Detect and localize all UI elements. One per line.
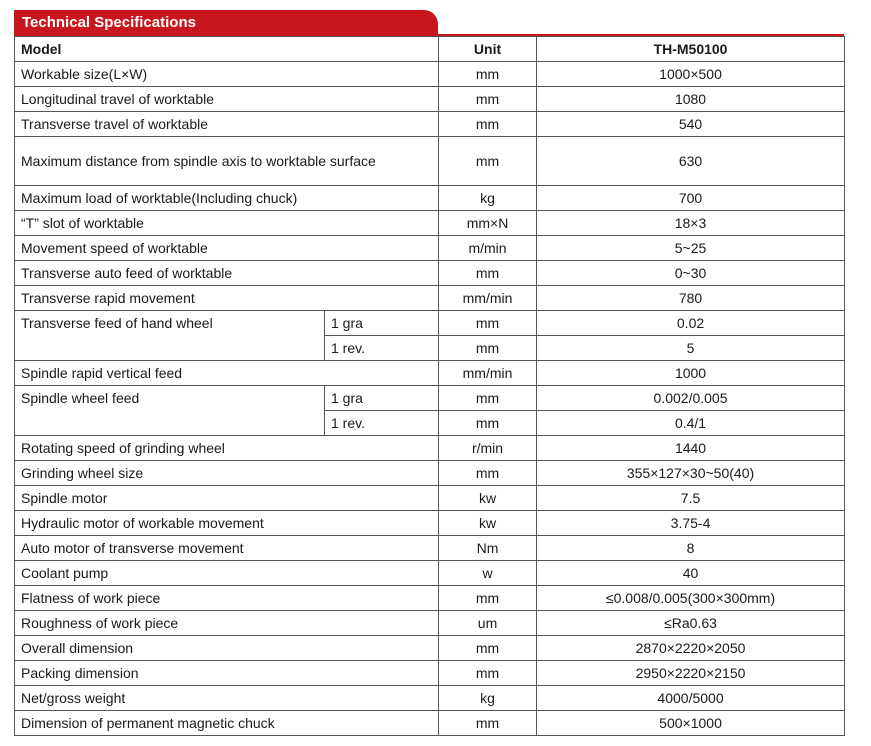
row-unit: mm xyxy=(439,586,537,611)
row-value: 4000/5000 xyxy=(537,686,845,711)
row-value: 1080 xyxy=(537,87,845,112)
table-row xyxy=(15,112,845,137)
row-label: Spindle rapid vertical feed xyxy=(15,361,439,386)
table-row xyxy=(15,386,845,411)
row-unit: mm xyxy=(439,261,537,286)
row-value: 0.002/0.005 xyxy=(537,386,845,411)
row-unit: mm/min xyxy=(439,361,537,386)
row-unit: mm xyxy=(439,661,537,686)
row-unit: r/min xyxy=(439,436,537,461)
row-unit: mm xyxy=(439,62,537,87)
row-label: Movement speed of worktable xyxy=(15,236,439,261)
row-label: Coolant pump xyxy=(15,561,439,586)
row-unit: mm xyxy=(439,411,537,436)
row-value: 630 xyxy=(537,137,845,186)
table-row xyxy=(15,661,845,686)
row-label: Workable size(L×W) xyxy=(15,62,439,87)
row-unit: mm xyxy=(439,336,537,361)
row-unit: mm xyxy=(439,137,537,186)
row-value: 5 xyxy=(537,336,845,361)
row-label: Spindle wheel feed xyxy=(15,386,325,436)
table-row xyxy=(15,561,845,586)
table-row xyxy=(15,436,845,461)
table-row xyxy=(15,486,845,511)
row-value: 1000×500 xyxy=(537,62,845,87)
row-unit: kg xyxy=(439,186,537,211)
row-value: 8 xyxy=(537,536,845,561)
row-sublabel: 1 gra xyxy=(325,311,439,336)
row-unit: kg xyxy=(439,686,537,711)
row-label: Maximum distance from spindle axis to worktable surface xyxy=(15,137,439,186)
row-value: 7.5 xyxy=(537,486,845,511)
row-unit: Nm xyxy=(439,536,537,561)
table-row xyxy=(15,137,845,186)
row-label: Rotating speed of grinding wheel xyxy=(15,436,439,461)
table-row xyxy=(15,311,845,336)
row-unit: mm xyxy=(439,87,537,112)
row-value: 0.4/1 xyxy=(537,411,845,436)
table-row xyxy=(15,186,845,211)
table-row xyxy=(15,261,845,286)
row-value: 3.75-4 xyxy=(537,511,845,536)
row-unit: mm xyxy=(439,311,537,336)
table-row xyxy=(15,286,845,311)
row-label: Transverse auto feed of worktable xyxy=(15,261,439,286)
row-value: 1000 xyxy=(537,361,845,386)
table-row xyxy=(15,87,845,112)
row-label: Net/gross weight xyxy=(15,686,439,711)
row-unit: mm xyxy=(439,636,537,661)
row-value: ≤0.008/0.005(300×300mm) xyxy=(537,586,845,611)
table-row xyxy=(15,461,845,486)
row-label: Transverse rapid movement xyxy=(15,286,439,311)
row-value: 780 xyxy=(537,286,845,311)
row-unit: mm/min xyxy=(439,286,537,311)
row-label: Spindle motor xyxy=(15,486,439,511)
row-unit: w xyxy=(439,561,537,586)
table-row xyxy=(15,211,845,236)
table-row xyxy=(15,586,845,611)
row-label: Auto motor of transverse movement xyxy=(15,536,439,561)
row-label: Hydraulic motor of workable movement xyxy=(15,511,439,536)
row-label: Transverse feed of hand wheel xyxy=(15,311,325,361)
table-row xyxy=(15,361,845,386)
section-tab xyxy=(14,10,438,36)
row-value: 5~25 xyxy=(537,236,845,261)
table-header-row xyxy=(15,37,845,62)
row-value: 500×1000 xyxy=(537,711,845,736)
row-label: Grinding wheel size xyxy=(15,461,439,486)
row-sublabel: 1 gra xyxy=(325,386,439,411)
row-label: Roughness of work piece xyxy=(15,611,439,636)
table-row xyxy=(15,611,845,636)
row-label: Overall dimension xyxy=(15,636,439,661)
table-row xyxy=(15,636,845,661)
row-label: Longitudinal travel of worktable xyxy=(15,87,439,112)
row-unit: mm xyxy=(439,461,537,486)
row-value: 355×127×30~50(40) xyxy=(537,461,845,486)
row-value: 700 xyxy=(537,186,845,211)
row-unit: kw xyxy=(439,486,537,511)
row-value: 40 xyxy=(537,561,845,586)
column-header-model: Model xyxy=(15,37,439,62)
section-header xyxy=(14,10,844,36)
row-value: 0.02 xyxy=(537,311,845,336)
spec-table xyxy=(14,36,845,736)
row-value: 2950×2220×2150 xyxy=(537,661,845,686)
row-unit: mm×N xyxy=(439,211,537,236)
row-unit: mm xyxy=(439,386,537,411)
row-unit: m/min xyxy=(439,236,537,261)
row-label: “T” slot of worktable xyxy=(15,211,439,236)
column-header-value: TH-M50100 xyxy=(537,37,845,62)
row-value: 540 xyxy=(537,112,845,137)
row-sublabel: 1 rev. xyxy=(325,336,439,361)
row-unit: kw xyxy=(439,511,537,536)
row-unit: mm xyxy=(439,711,537,736)
row-label: Dimension of permanent magnetic chuck xyxy=(15,711,439,736)
row-label: Packing dimension xyxy=(15,661,439,686)
row-unit: um xyxy=(439,611,537,636)
row-value: 2870×2220×2050 xyxy=(537,636,845,661)
table-row xyxy=(15,536,845,561)
row-label: Flatness of work piece xyxy=(15,586,439,611)
row-value: 1440 xyxy=(537,436,845,461)
table-row xyxy=(15,711,845,736)
section-title: Technical Specifications xyxy=(22,14,196,31)
table-row xyxy=(15,236,845,261)
column-header-unit: Unit xyxy=(439,37,537,62)
row-value: ≤Ra0.63 xyxy=(537,611,845,636)
row-value: 18×3 xyxy=(537,211,845,236)
table-row xyxy=(15,511,845,536)
row-value: 0~30 xyxy=(537,261,845,286)
table-row xyxy=(15,62,845,87)
row-unit: mm xyxy=(439,112,537,137)
row-label: Transverse travel of worktable xyxy=(15,112,439,137)
row-sublabel: 1 rev. xyxy=(325,411,439,436)
row-label: Maximum load of worktable(Including chuck) xyxy=(15,186,439,211)
table-row xyxy=(15,686,845,711)
